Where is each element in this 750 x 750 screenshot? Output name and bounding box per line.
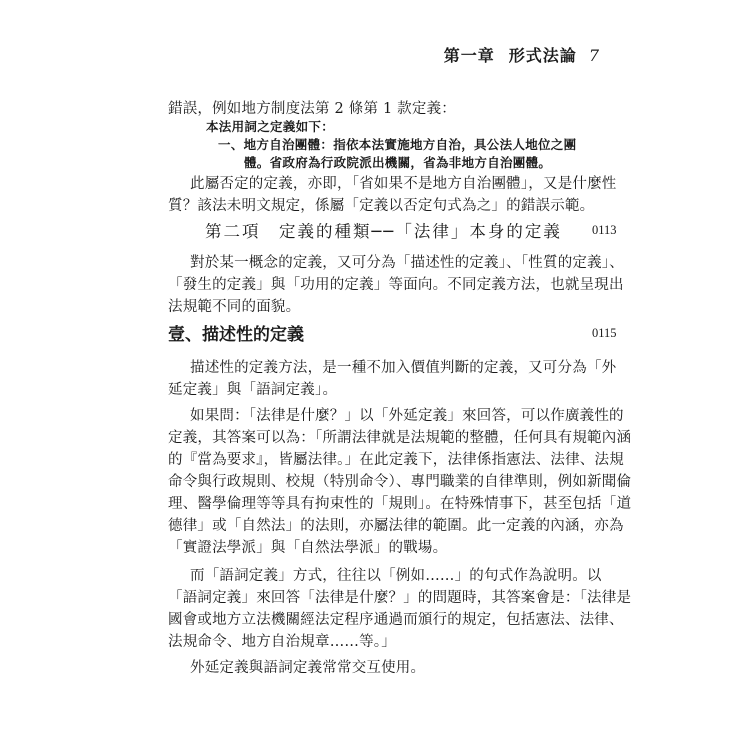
paragraph-line: 「語詞定義」來回答「法律是什麼？」的問題時，其答案會是：「法律是 <box>168 590 632 606</box>
margin-number: 0115 <box>592 326 617 340</box>
paragraph-line: 外延定義與語詞定義常常交互使用。 <box>190 660 426 676</box>
paragraph-line: 「發生的定義」與「功用的定義」等面向。不同定義方法，也就呈現出 <box>168 277 624 293</box>
page-number: 7 <box>588 46 600 65</box>
paragraph-line: 法規範不同的面貌。 <box>168 299 301 315</box>
quote-line: 本法用詞之定義如下： <box>206 119 335 134</box>
section-title: 壹、描述性的定義 <box>168 325 304 345</box>
paragraph-line: 的『當為要求』，皆屬法律。」在此定義下，法律係指憲法、法律、法規 <box>168 452 624 468</box>
chapter-title: 形式法論 <box>508 46 577 65</box>
paragraph-line: 此屬否定的定義，亦即，「省如果不是地方自治團體」，又是什麼性 <box>190 176 617 192</box>
paragraph-line: 法規命令、地方自治規章……等。」 <box>168 634 396 650</box>
subsection-title: 第二項 定義的種類──「法律」本身的定義 <box>205 222 562 241</box>
paragraph-line: 國會或地方立法機關經法定程序通過而頒行的規定，包括憲法、法律、 <box>168 612 624 628</box>
paragraph-line: 定義，其答案可以為：「所謂法律就是法規範的整體，任何具有規範內涵 <box>168 430 632 446</box>
paragraph-line: 描述性的定義方法，是一種不加入價值判斷的定義，又可分為「外 <box>190 360 617 376</box>
paragraph-line: 「實證法學派」與「自然法學派」的戰場。 <box>168 540 448 556</box>
quote-line: 體。省政府為行政院派出機關，省為非地方自治團體。 <box>244 155 552 170</box>
quote-line: 一、地方自治團體：指依本法實施地方自治，具公法人地位之團 <box>218 137 577 152</box>
chapter-label: 第一章 <box>443 46 495 65</box>
paragraph-line: 命令與行政規則、校規（特別命令）、專門職業的自律準則，例如新聞倫 <box>168 474 632 490</box>
paragraph-line: 如果問：「法律是什麼？」以「外延定義」來回答，可以作廣義性的 <box>190 408 624 424</box>
paragraph-line: 質？該法未明文規定，係屬「定義以否定句式為之」的錯誤示範。 <box>168 198 595 214</box>
running-header <box>444 43 600 66</box>
margin-number: 0113 <box>592 223 617 237</box>
paragraph-line: 延定義」與「語詞定義」。 <box>168 382 338 398</box>
paragraph-line: 而「語詞定義」方式，往往以「例如……」的句式作為說明。以 <box>190 568 602 584</box>
intro-line: 錯誤，例如地方制度法第 2 條第 1 款定義： <box>168 101 456 117</box>
paragraph-line: 德律」或「自然法」的法則，亦屬法律的範圍。此一定義的內涵，亦為 <box>168 518 624 534</box>
paragraph-line: 理、醫學倫理等等具有拘束性的「規則」。在特殊情事下，甚至包括「道 <box>168 496 632 512</box>
paragraph-line: 對於某一概念的定義，又可分為「描述性的定義」、「性質的定義」、 <box>190 255 624 271</box>
